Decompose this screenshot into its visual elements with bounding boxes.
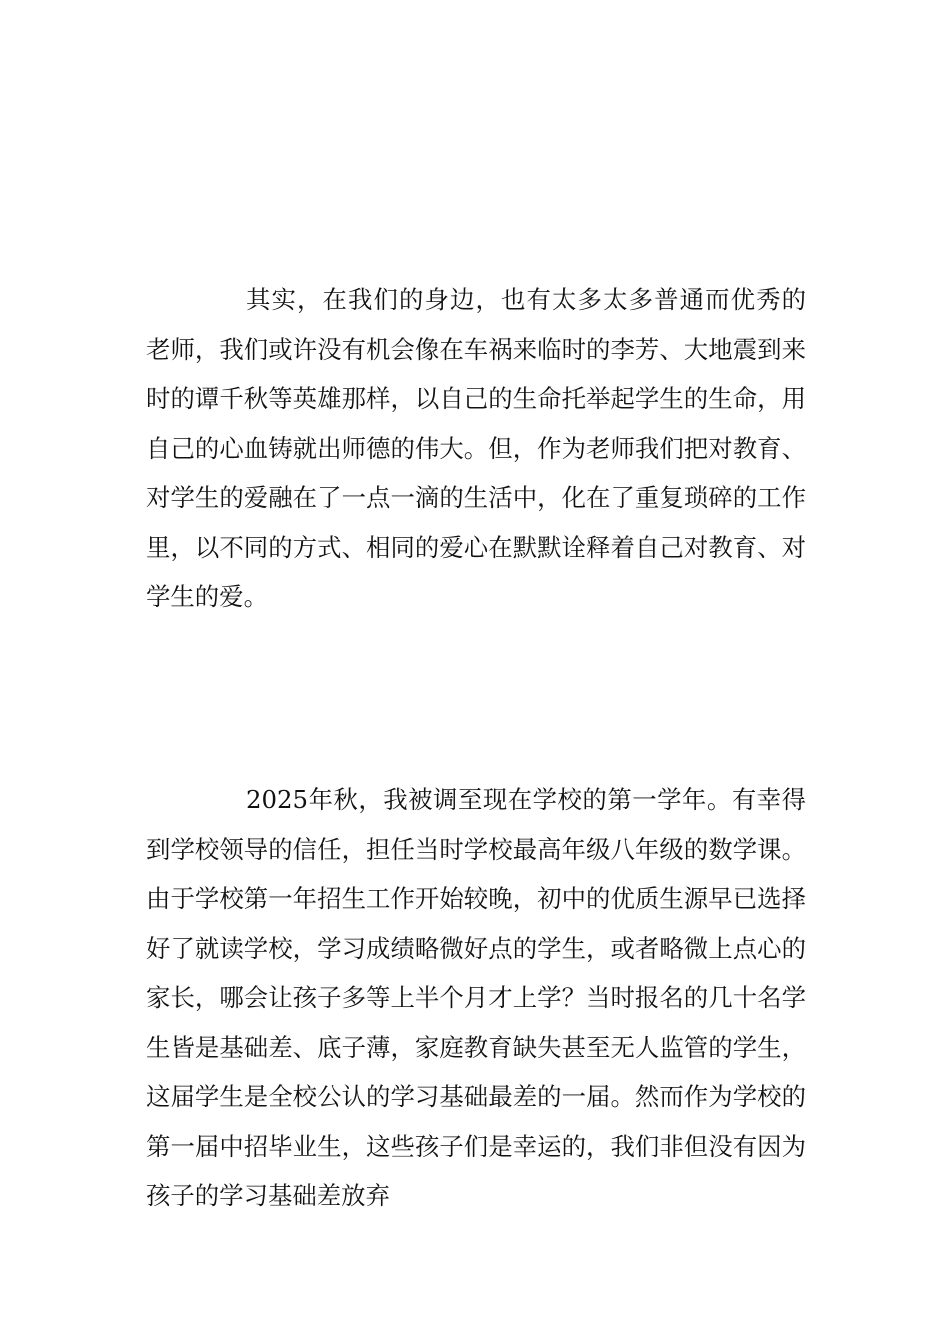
paragraph-autumn-2025: 2025年秋，我被调至现在学校的第一学年。有幸得到学校领导的信任，担任当时学校最高年级八年级的数学课。由于学校第一年招生工作开始较晚，初中的优质生源早已选择好了就读学校，学习成绩略微好点的学生，或者略微上点心的家长，哪会让孩子多等上半个月才上学？当时报名的几十名学生皆是基础差、底子薄，家庭教育缺失甚至无人监管的学生，这届学生是全校公认的学习基础最差的一届。然而作为学校的第一届中招毕业生，这些孩子们是幸运的，我们非但没有因为孩子的学习基础差放弃 (146, 785, 806, 1210)
paragraph-teachers-love: 其实，在我们的身边，也有太多太多普通而优秀的老师，我们或许没有机会像在车祸来临时的李芳、大地震到来时的谭千秋等英雄那样，以自己的生命托举起学生的生命，用自己的心血铸就出师德的伟大。但，作为老师我们把对教育、对学生的爱融在了一点一滴的生活中，化在了重复琐碎的工作里，以不同的方式、相同的爱心在默默诠释着自己对教育、对学生的爱。 (146, 285, 806, 611)
